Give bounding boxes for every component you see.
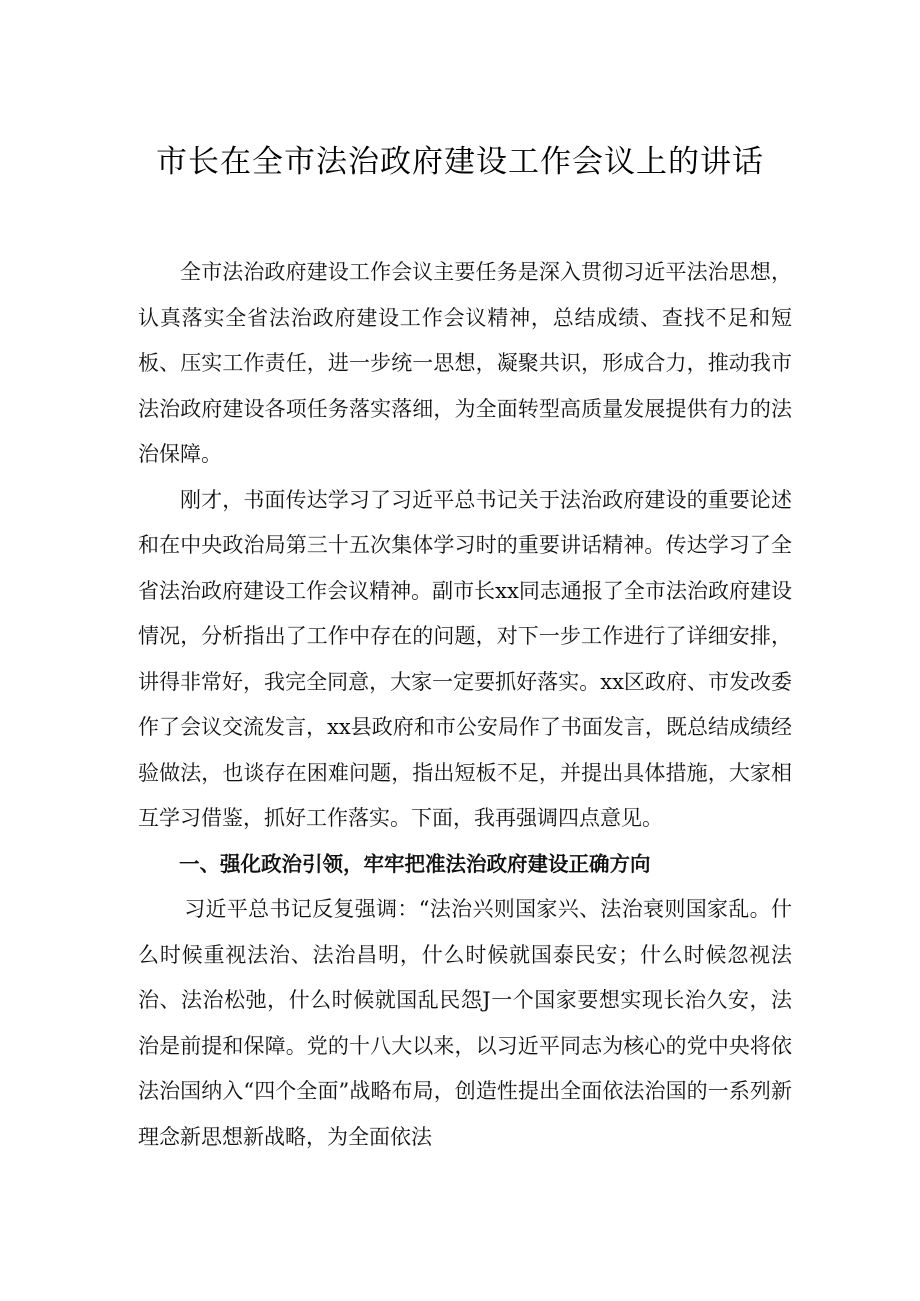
- document-title: 市长在全市法治政府建设工作会议上的讲话: [156, 144, 764, 180]
- section-1-paragraph: 习近平总书记反复强调：“法治兴则国家兴、法治衰则国家乱。什么时候重视法治、法治昌明，什么时候就国泰民安；什么时候忽视法治、法治松弛，什么时候就国乱民怨J一个国家要想实现长治久安，法治是前提和保障。党的十八大以来，以习近平同志为核心的党中央将依法治国纳入“四个全面”战略布局，创造性提出全面依法治国的一系列新理念新思想新战略，为全面依法: [138, 897, 792, 1149]
- document-body: [138, 250, 792, 1160]
- section-heading-1: 一、强化政治引领，牢牢把准法治政府建设正确方向: [179, 851, 651, 876]
- paragraph-intro: 全市法治政府建设工作会议主要任务是深入贯彻习近平法治思想，认真落实全省法治政府建设工作会议精神，总结成绩、查找不足和短板、压实工作责任，进一步统一思想，凝聚共识，形成合力，推动我市法治政府建设各项任务落实落细，为全面转型高质量发展提供有力的法治保障。: [138, 260, 792, 466]
- paragraph-summary: 刚才，书面传达学习了习近平总书记关于法治政府建设的重要论述和在中央政治局第三十五次集体学习时的重要讲话精神。传达学习了全省法治政府建设工作会议精神。副市长xx同志通报了全市法治政府建设情况，分析指出了工作中存在的问题，对下一步工作进行了详细安排，讲得非常好，我完全同意，大家一定要抓好落实。xx区政府、市发改委作了会议交流发言，xx县政府和市公安局作了书面发言，既总结成绩经验做法，也谈存在困难问题，指出短板不足，并提出具体措施，大家相互学习借鉴，抓好工作落实。下面，我再强调四点意见。: [138, 487, 792, 830]
